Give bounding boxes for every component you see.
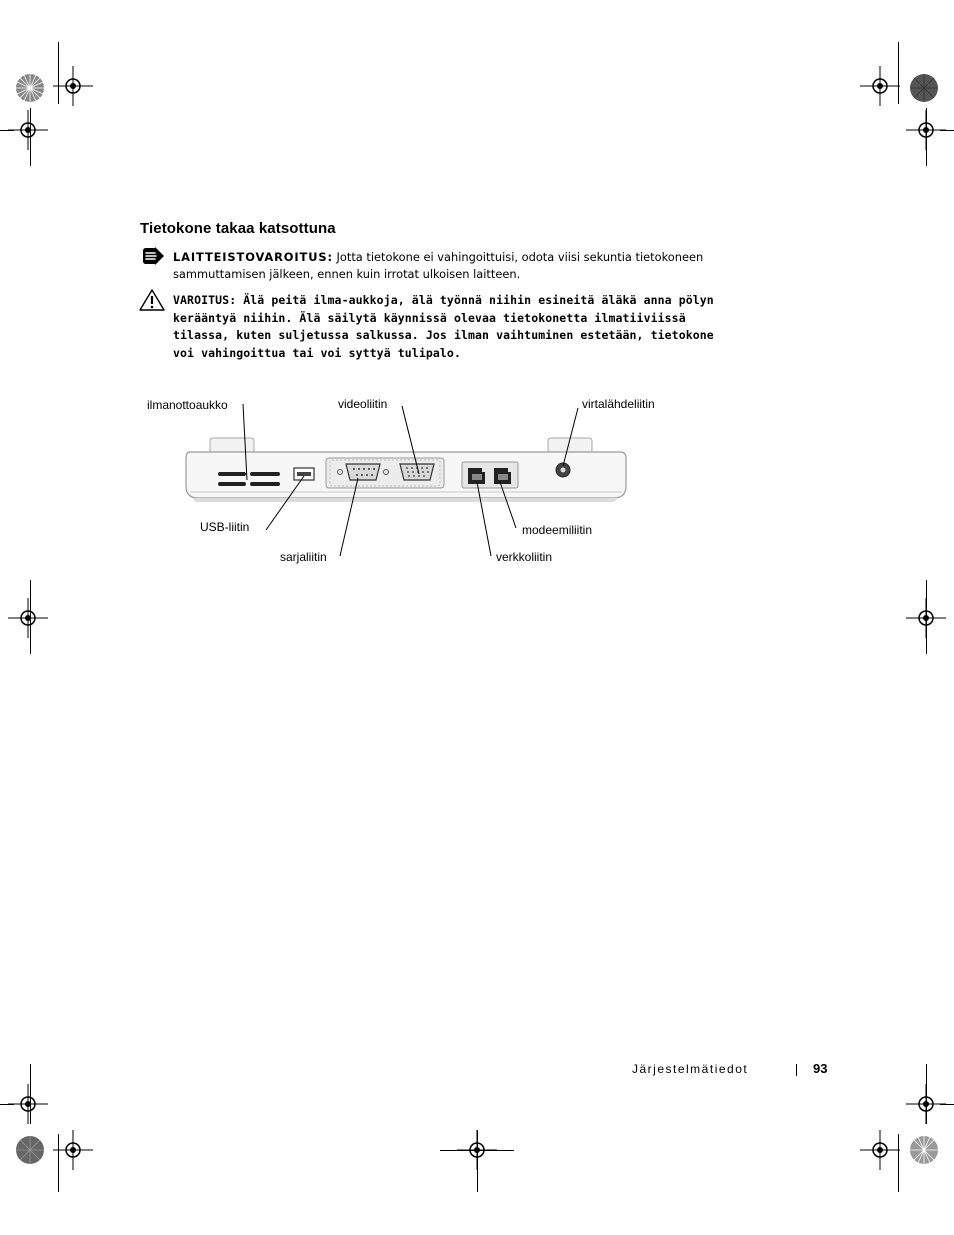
notice-lead: LAITTEISTOVAROITUS: <box>173 250 333 264</box>
crop-mark <box>58 42 59 104</box>
warning-text: VAROITUS: Älä peitä ilma-aukkoja, älä työnnä niihin esineitä äläkä anna pölyn kerääntyä niihin. Älä säilytä käynnissä olevaa tietokonetta ilmatiiviissä tilassa, kuten suljetussa salkussa. Jos ilman vaihtuminen estetään, tietokone voi vahingoittua tai voi syttyä tulipalo. <box>173 293 714 360</box>
computer-back-view-figure <box>130 388 690 578</box>
warning-triangle-icon <box>139 289 165 311</box>
registration-rosette-icon <box>15 73 45 103</box>
crop-mark <box>898 42 899 104</box>
callout-usb-connector: USB-liitin <box>200 520 250 534</box>
registration-rosette-icon <box>909 73 939 103</box>
registration-target-icon <box>8 110 48 150</box>
notice-hand-icon <box>141 247 165 265</box>
registration-target-icon <box>53 1130 93 1170</box>
crop-mark <box>940 1104 954 1105</box>
crop-mark <box>30 580 31 654</box>
crop-mark <box>440 1150 514 1151</box>
crop-mark <box>926 1064 927 1124</box>
footer-section-name: Järjestelmätiedot <box>632 1062 749 1076</box>
crop-mark <box>58 1134 59 1192</box>
callout-air-intake: ilmanottoaukko <box>147 398 228 412</box>
crop-mark <box>30 1064 31 1124</box>
crop-mark <box>0 130 14 131</box>
notice-body: Jotta tietokone ei vahingoittuisi, odota viisi sekuntia tietokoneen sammuttamisen jälkeen, ennen kuin irrotat ulkoisen laitteen. <box>173 250 704 281</box>
crop-mark <box>926 108 927 166</box>
registration-target-icon <box>860 66 900 106</box>
footer-separator <box>796 1064 797 1076</box>
crop-mark <box>940 130 954 131</box>
registration-target-icon <box>53 66 93 106</box>
crop-mark <box>926 580 927 654</box>
crop-mark <box>0 1104 14 1105</box>
crop-mark <box>30 108 31 166</box>
callout-power-connector: virtalähdeliitin <box>582 397 655 411</box>
crop-mark <box>898 1134 899 1192</box>
crop-mark <box>477 1130 478 1192</box>
section-title: Tietokone takaa katsottuna <box>140 220 336 237</box>
registration-rosette-icon <box>909 1135 939 1165</box>
registration-target-icon <box>8 1084 48 1124</box>
callout-video-connector: videoliitin <box>338 397 388 411</box>
hardware-notice <box>173 249 733 283</box>
page-number: 93 <box>813 1061 828 1076</box>
callout-network-connector: verkkoliitin <box>496 550 553 564</box>
registration-target-icon <box>8 598 48 638</box>
callout-serial-connector: sarjaliitin <box>280 550 327 564</box>
callout-modem-connector: modeemiliitin <box>522 523 593 537</box>
registration-rosette-icon <box>15 1135 45 1165</box>
registration-target-icon <box>860 1130 900 1170</box>
